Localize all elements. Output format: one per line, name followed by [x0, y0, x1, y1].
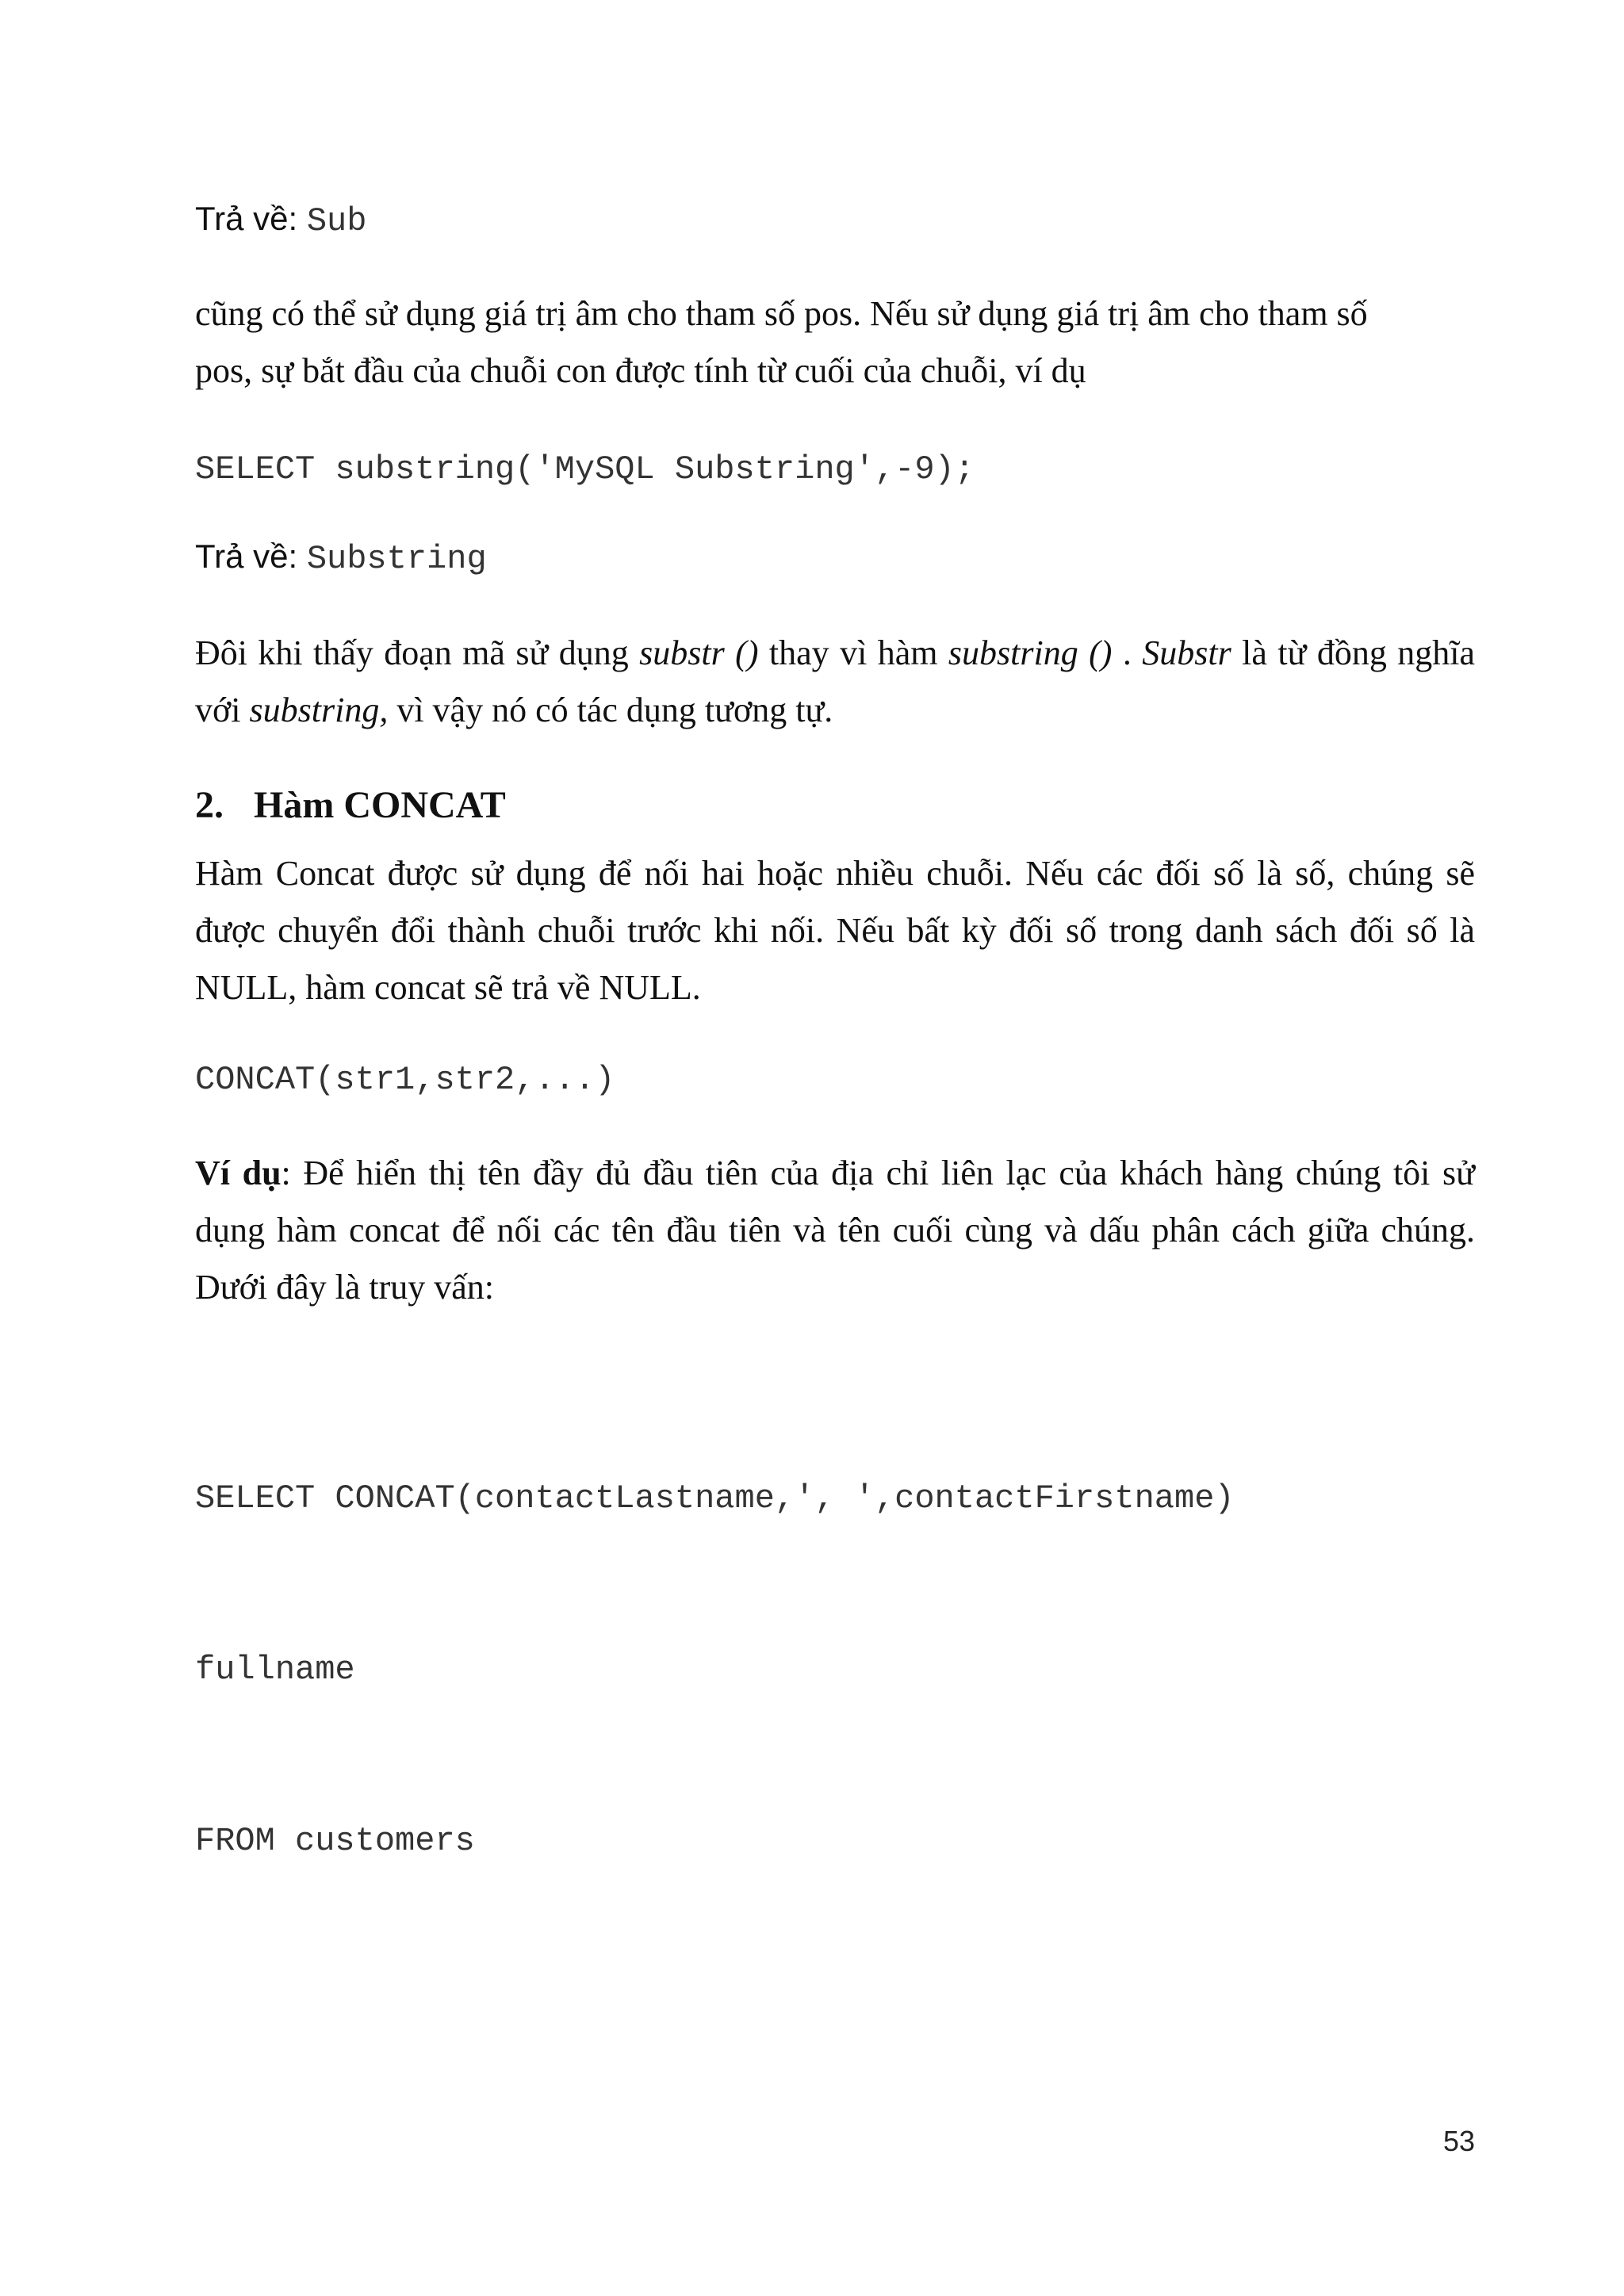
code-line: SELECT CONCAT(contactLastname,', ',contactFirstname) [195, 1479, 1235, 1517]
italic-term: substr () [639, 633, 759, 672]
paragraph-substr-synonym [195, 625, 1475, 739]
text-run: : Để hiển thị tên đầy đủ đầu tiên của địa chỉ liên lạc của khách hàng chúng tôi sử dụng hàm concat để nối các tên đầu tiên và tên cuối cùng và dấu phân cách giữa chúng. Dưới đây là truy vấn: [195, 1154, 1475, 1307]
text-run: là từ đồng nghĩa với [195, 633, 1476, 729]
code-example-substring: SELECT substring('MySQL Substring',-9); [195, 450, 975, 488]
code-concat-syntax: CONCAT(str1,str2,...) [195, 1061, 615, 1099]
italic-term: Substr [1142, 633, 1231, 672]
return-value: Sub [306, 202, 367, 240]
section-title: Hàm CONCAT [254, 784, 506, 826]
code-concat-query [195, 1356, 1475, 1984]
text-run: . [1112, 633, 1143, 672]
section-heading-concat [195, 777, 1475, 834]
text-run: Đôi khi thấy đoạn mã sử dụng [195, 633, 640, 672]
paragraph-negative-pos: cũng có thể sử dụng giá trị âm cho tham số pos. Nếu sử dụng giá trị âm cho tham số pos, sự bắt đầu của chuỗi con được tính từ cuối của chuỗi, ví dụ [195, 294, 1368, 390]
section-number: 2. [195, 784, 224, 826]
return-line-1 [195, 190, 1475, 255]
italic-term: substring, [249, 691, 389, 729]
return-label: Trả về: [195, 538, 307, 575]
page-number: 53 [1442, 2125, 1475, 2157]
return-line-2 [195, 528, 1475, 593]
italic-term: substring () [948, 633, 1113, 672]
text-run: thay vì hàm [758, 633, 948, 672]
code-line: FROM customers [195, 1822, 475, 1860]
paragraph-concat-description: Hàm Concat được sử dụng để nối hai hoặc nhiều chuỗi. Nếu các đối số là số, chúng sẽ được chuyển đổi thành chuỗi trước khi nối. Nếu bất kỳ đối số trong danh sách đối số là NULL, hàm concat sẽ trả về NULL. [195, 854, 1475, 1007]
return-label: Trả về: [195, 200, 307, 237]
paragraph-concat-example [195, 1145, 1475, 1316]
example-label: Ví dụ [195, 1154, 282, 1192]
code-line: fullname [195, 1651, 355, 1689]
text-run: vì vậy nó có tác dụng tương tự. [388, 691, 833, 729]
return-value: Substring [306, 540, 487, 578]
